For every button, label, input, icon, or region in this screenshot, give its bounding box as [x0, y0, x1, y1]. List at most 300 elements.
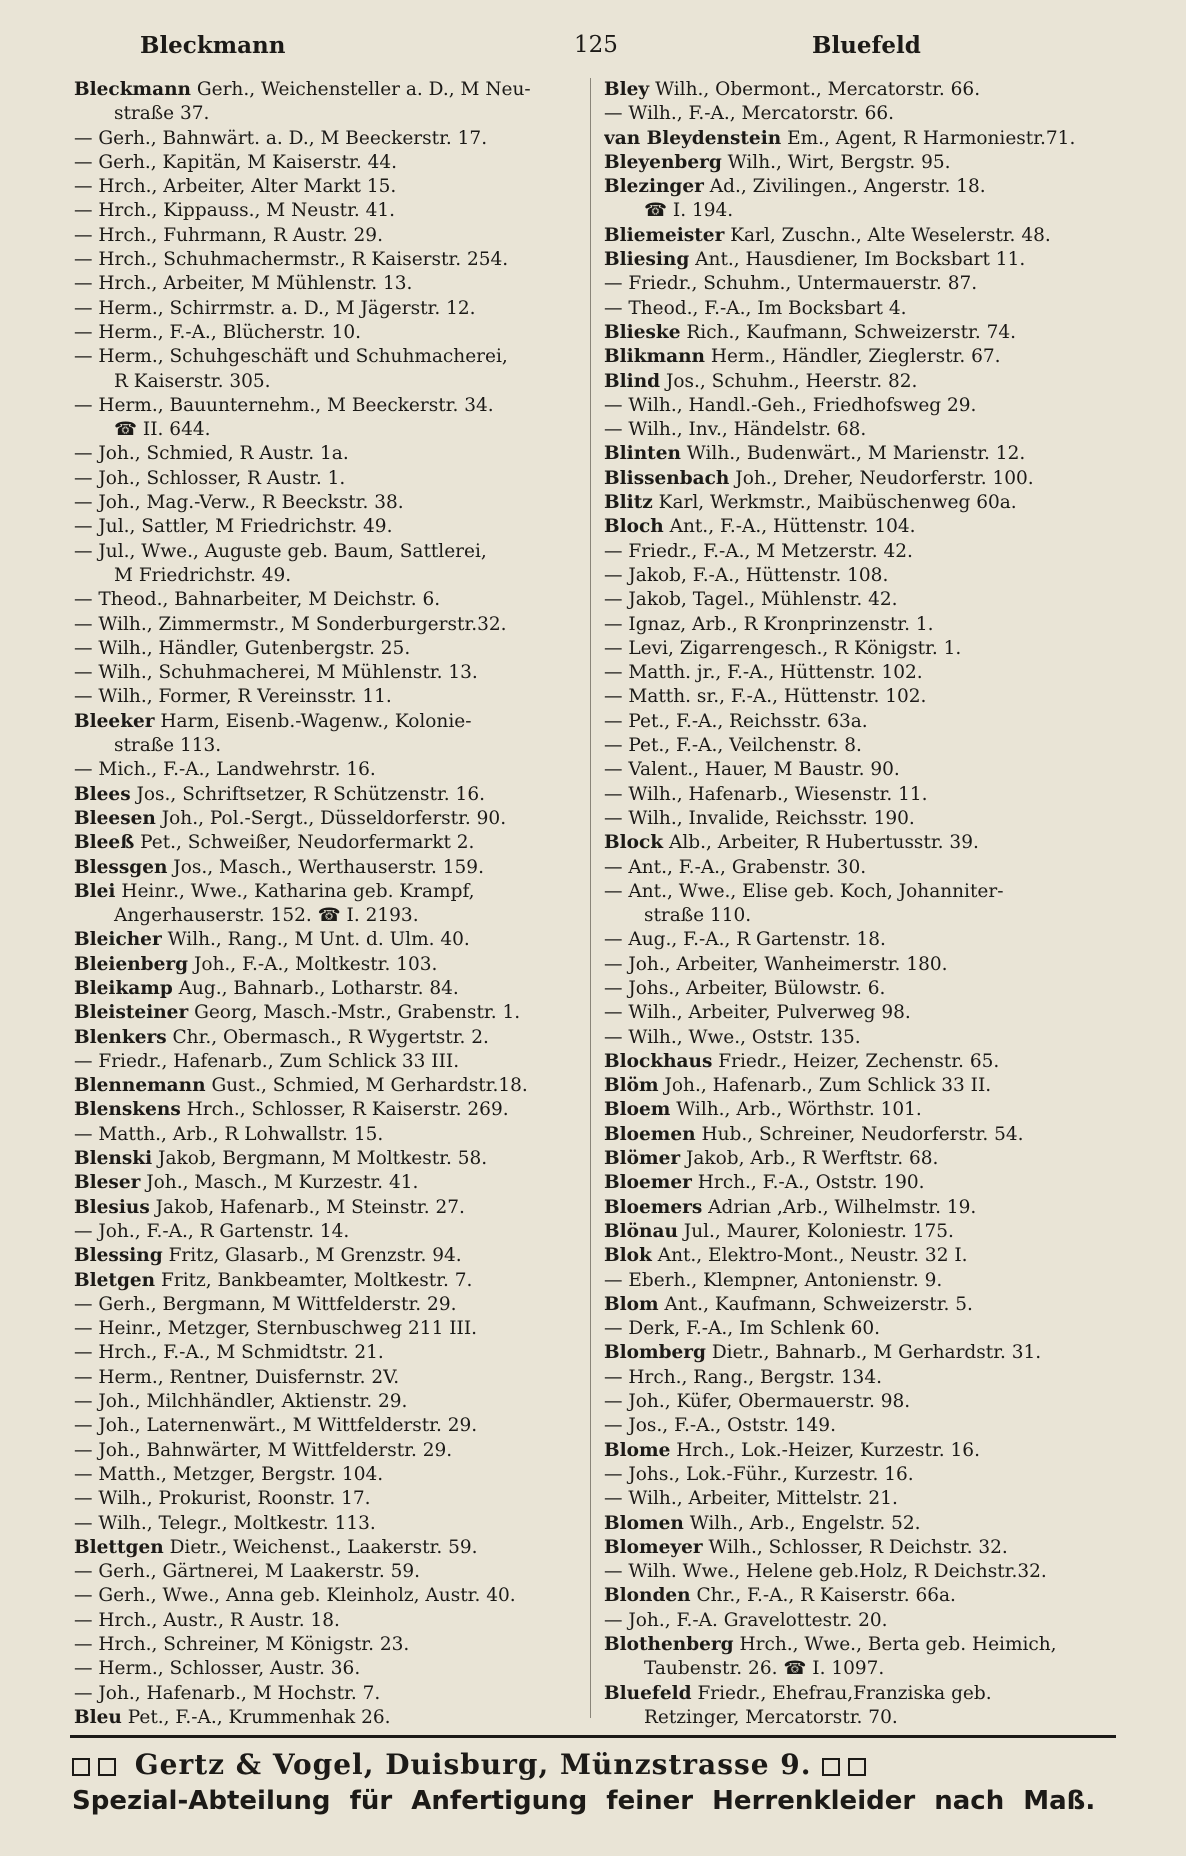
surname: Bluefeld [604, 1682, 692, 1704]
directory-entry-line [604, 345, 1124, 369]
entry-text: — Hrch., Arbeiter, Alter Markt 15. [74, 176, 397, 198]
entry-text: — Hrch., Schuhmachermstr., R Kaiserstr. 254. [74, 249, 509, 271]
surname: Bletgen [74, 1269, 156, 1291]
entry-text: Karl, Werkmstr., Maibüschenweg 60a. [652, 492, 1017, 514]
directory-entry-line [74, 1390, 594, 1414]
entry-text: — Ant., F.-A., Grabenstr. 30. [604, 856, 867, 878]
entry-text: — Gerh., Bergmann, M Wittfelderstr. 29. [74, 1293, 457, 1315]
directory-entry-line [74, 224, 594, 248]
entry-text: Heinr., Wwe., Katharina geb. Krampf, [115, 880, 475, 902]
directory-entry-line [604, 1633, 1124, 1657]
entry-text: Ant., Kaufmann, Schweizerstr. 5. [658, 1293, 973, 1315]
surname: Blind [604, 370, 661, 392]
directory-entry-line [604, 1439, 1124, 1463]
entry-text: — Ant., Wwe., Elise geb. Koch, Johanniter- [604, 880, 1004, 902]
entry-text: — Herm., Schirrmstr. a. D., M Jägerstr. 12. [74, 297, 476, 319]
directory-entry-line [604, 297, 1124, 321]
entry-text: — Matth., Metzger, Bergstr. 104. [74, 1463, 384, 1485]
directory-entry-line [74, 151, 594, 175]
directory-entry-line [74, 1657, 594, 1681]
directory-entry-line [74, 1609, 594, 1633]
entry-text: Joh., Pol.-Sergt., Düsseldorferstr. 90. [155, 807, 507, 829]
directory-entry-line [74, 1220, 594, 1244]
directory-entry-line [74, 904, 594, 928]
directory-entry-line [74, 78, 594, 102]
directory-entry-line [74, 1341, 594, 1365]
directory-entry-line [604, 953, 1124, 977]
directory-entry-line [604, 1147, 1124, 1171]
directory-entry-line [604, 1244, 1124, 1268]
directory-entry-line [74, 272, 594, 296]
entry-text: Rich., Kaufmann, Schweizerstr. 74. [680, 321, 1016, 343]
entry-text: Hrch., Schlosser, R Kaiserstr. 269. [180, 1099, 509, 1121]
entry-text: Pet., F.-A., Krummenhak 26. [121, 1706, 391, 1728]
directory-entry-line [74, 564, 594, 588]
entry-text: Georg, Masch.-Mstr., Grabenstr. 1. [188, 1002, 521, 1024]
directory-entry-line [74, 370, 594, 394]
directory-entry-line [74, 540, 594, 564]
directory-entry-line [74, 637, 594, 661]
directory-entry-line [604, 1171, 1124, 1195]
directory-entry-line [74, 1244, 594, 1268]
directory-entry-line [604, 540, 1124, 564]
surname: Bleu [74, 1706, 122, 1728]
entry-text: Jos., Schriftsetzer, R Schützenstr. 16. [130, 783, 485, 805]
entry-text: Dietr., Weichenst., Laakerstr. 59. [163, 1536, 478, 1558]
directory-entry-line [604, 1390, 1124, 1414]
directory-entry-line [604, 1512, 1124, 1536]
entry-text: — Hrch., F.-A., M Schmidtstr. 21. [74, 1342, 384, 1364]
surname: Bliemeister [604, 224, 725, 246]
directory-entry-line [604, 151, 1124, 175]
directory-entry-line [604, 1584, 1124, 1608]
directory-entry-line [604, 127, 1124, 151]
directory-entry-line [604, 710, 1124, 734]
entry-text: — Hrch., Rang., Bergstr. 134. [604, 1366, 882, 1388]
entry-text: — Wilh., Hafenarb., Wiesenstr. 11. [604, 783, 928, 805]
directory-entry-line [74, 321, 594, 345]
directory-entry-line [604, 1196, 1124, 1220]
entry-text: — Wilh., Wwe., Oststr. 135. [604, 1026, 861, 1048]
entry-text: Friedr., Ehefrau,Franziska geb. [691, 1682, 992, 1704]
entry-text: — Eberh., Klempner, Antonienstr. 9. [604, 1269, 943, 1291]
surname: Bleicher [74, 929, 162, 951]
directory-entry-line [604, 1269, 1124, 1293]
surname: Blenski [74, 1148, 153, 1170]
directory-entry-line [74, 685, 594, 709]
entry-text: — Wilh., Händler, Gutenbergstr. 25. [74, 637, 411, 659]
directory-entry-line [604, 856, 1124, 880]
entry-text: — Jul., Sattler, M Friedrichstr. 49. [74, 516, 393, 538]
directory-entry-line [604, 613, 1124, 637]
surname: Blikmann [604, 346, 705, 368]
directory-entry-line [604, 394, 1124, 418]
directory-entry-line [74, 175, 594, 199]
surname: Bleeß [74, 832, 135, 854]
surname: Blissenbach [604, 467, 730, 489]
surname: Blöm [604, 1075, 659, 1097]
directory-entry-line [604, 928, 1124, 952]
entry-text: — Aug., F.-A., R Gartenstr. 18. [604, 929, 886, 951]
entry-text: Hub., Schreiner, Neudorferstr. 54. [695, 1123, 1024, 1145]
directory-entry-line [604, 248, 1124, 272]
entry-text: Jos., Masch., Werthauserstr. 159. [167, 856, 484, 878]
entry-text: — Matth. jr., F.-A., Hüttenstr. 102. [604, 662, 923, 684]
directory-entry-line [604, 515, 1124, 539]
entry-text: Taubenstr. 26. ☎ I. 1097. [644, 1658, 885, 1680]
entry-text: Gerh., Weichensteller a. D., M Neu- [190, 79, 531, 100]
directory-entry-line [74, 491, 594, 515]
entry-text: Dietr., Bahnarb., M Gerhardstr. 31. [705, 1342, 1042, 1364]
directory-entry-line [74, 1317, 594, 1341]
entry-text: Joh., Dreher, Neudorferstr. 100. [729, 467, 1034, 489]
directory-entry-line [74, 1706, 594, 1730]
directory-entry-line [74, 1487, 594, 1511]
directory-entry-line [74, 807, 594, 831]
entry-text: — Wilh. Wwe., Helene geb.Holz, R Deichstr.32. [604, 1561, 1047, 1583]
entry-text: Hrch., Wwe., Berta geb. Heimich, [733, 1634, 1057, 1655]
directory-entry-line [604, 904, 1124, 928]
entry-text: Jakob, Bergmann, M Moltkestr. 58. [152, 1148, 488, 1170]
directory-entry-line [604, 1098, 1124, 1122]
directory-entry-line [604, 588, 1124, 612]
advertisement-line-2: Spezial-Abteilung für Anfertigung feiner Herrenkleider nach Maß. [72, 1786, 1096, 1816]
directory-entry-line [74, 1536, 594, 1560]
entry-text: — Gerh., Kapitän, M Kaiserstr. 44. [74, 151, 398, 173]
directory-entry-line [74, 831, 594, 855]
surname: Bleser [74, 1172, 141, 1194]
directory-entry-line [604, 977, 1124, 1001]
surname: Block [604, 832, 664, 854]
entry-text: Jos., Schuhm., Heerstr. 82. [660, 370, 918, 392]
surname: Bloemen [604, 1123, 696, 1145]
right-column [604, 78, 1124, 1730]
surname: Blees [74, 783, 131, 805]
advertisement-firm: Gertz & Vogel, Duisburg, Münzstrasse 9. [134, 1748, 812, 1781]
entry-text: — Joh., Arbeiter, Wanheimerstr. 180. [604, 953, 948, 975]
entry-text: Wilh., Rang., M Unt. d. Ulm. 40. [161, 929, 470, 951]
directory-entry-line [604, 370, 1124, 394]
entry-text: — Gerh., Wwe., Anna geb. Kleinholz, Austr. 40. [74, 1585, 516, 1607]
column-divider [590, 78, 591, 1718]
entry-text: — Pet., F.-A., Reichsstr. 63a. [604, 710, 868, 732]
surname: Bloemer [604, 1172, 692, 1194]
left-column [74, 78, 594, 1730]
directory-entry-line [604, 1487, 1124, 1511]
entry-text: — Ignaz, Arb., R Kronprinzenstr. 1. [604, 613, 934, 635]
surname: Blieske [604, 321, 681, 343]
entry-text: — Joh., F.-A., R Gartenstr. 14. [74, 1220, 350, 1242]
directory-entry-line [604, 1341, 1124, 1365]
advertisement-line-1 [72, 1748, 1118, 1781]
directory-entry-line [74, 977, 594, 1001]
entry-text: — Jakob, Tagel., Mühlenstr. 42. [604, 589, 898, 611]
running-header-left: Bleckmann [140, 32, 286, 59]
directory-entry-line [74, 1026, 594, 1050]
entry-text: — Jakob, F.-A., Hüttenstr. 108. [604, 564, 889, 586]
directory-entry-line [604, 685, 1124, 709]
directory-entry-line [74, 1269, 594, 1293]
directory-entry-line [74, 248, 594, 272]
directory-entry-line [604, 491, 1124, 515]
directory-entry-line [74, 613, 594, 637]
entry-text: — Joh., Schlosser, R Austr. 1. [74, 467, 346, 489]
directory-entry-line [604, 661, 1124, 685]
entry-text: Ad., Zivilingen., Angerstr. 18. [703, 176, 986, 198]
entry-text: Fritz, Bankbeamter, Moltkestr. 7. [155, 1269, 473, 1291]
surname: Bloemers [604, 1196, 703, 1218]
entry-text: — Wilh., F.-A., Mercatorstr. 66. [604, 103, 895, 125]
surname: Blonden [604, 1585, 691, 1607]
surname: Bleienberg [74, 953, 189, 975]
surname: Blom [604, 1293, 659, 1315]
surname: Blitz [604, 492, 653, 514]
directory-entry-line [74, 1074, 594, 1098]
directory-entry-line [604, 1026, 1124, 1050]
square-ornament-icon [72, 1758, 90, 1776]
directory-entry-line [74, 783, 594, 807]
directory-entry-line [604, 1050, 1124, 1074]
entry-text: Wilh., Arb., Wörthstr. 101. [670, 1099, 922, 1121]
surname: Bleikamp [74, 977, 173, 999]
entry-text: — Joh., Hafenarb., M Hochstr. 7. [74, 1682, 381, 1704]
entry-text: — Herm., F.-A., Blücherstr. 10. [74, 321, 361, 343]
surname: Bley [604, 79, 650, 100]
surname: Bleeker [74, 710, 155, 732]
entry-text: — Mich., F.-A., Landwehrstr. 16. [74, 759, 376, 781]
directory-entry-line [604, 807, 1124, 831]
directory-entry-line [74, 1439, 594, 1463]
directory-entry-line [604, 1293, 1124, 1317]
entry-text: R Kaiserstr. 305. [114, 370, 271, 392]
entry-text: Chr., F.-A., R Kaiserstr. 66a. [690, 1585, 956, 1607]
entry-text: Aug., Bahnarb., Lotharstr. 84. [172, 977, 459, 999]
entry-text: Retzinger, Mercatorstr. 70. [644, 1706, 898, 1728]
ad-divider [70, 1735, 1116, 1738]
directory-entry-line [74, 199, 594, 223]
directory-entry-line [604, 442, 1124, 466]
entry-text: Jul., Maurer, Koloniestr. 175. [677, 1220, 954, 1242]
surname: Bliesing [604, 249, 690, 271]
entry-text: Hrch., Lok.-Heizer, Kurzestr. 16. [670, 1439, 980, 1461]
directory-entry-line [74, 1050, 594, 1074]
directory-entry-line [74, 1560, 594, 1584]
directory-entry-line [74, 1098, 594, 1122]
entry-text: — Joh., Schmied, R Austr. 1a. [74, 443, 349, 465]
entry-text: Fritz, Glasarb., M Grenzstr. 94. [162, 1245, 462, 1267]
entry-text: — Hrch., Schreiner, M Königstr. 23. [74, 1634, 410, 1655]
surname: Blennemann [74, 1075, 206, 1097]
directory-entry-line [604, 758, 1124, 782]
directory-entry-line [74, 880, 594, 904]
directory-entry-line [604, 1366, 1124, 1390]
entry-text: — Hrch., Austr., R Austr. 18. [74, 1609, 340, 1631]
entry-text: — Gerh., Bahnwärt. a. D., M Beeckerstr. 17. [74, 127, 488, 149]
directory-entry-line [604, 1414, 1124, 1438]
directory-entry-line [604, 783, 1124, 807]
directory-entry-line [604, 880, 1124, 904]
directory-entry-line [74, 856, 594, 880]
surname: Blönau [604, 1220, 678, 1242]
entry-text: — Pet., F.-A., Veilchenstr. 8. [604, 735, 862, 757]
entry-text: Wilh., Arb., Engelstr. 52. [683, 1512, 921, 1534]
entry-text: Adrian ,Arb., Wilhelmstr. 19. [702, 1196, 977, 1218]
directory-entry-line [74, 1196, 594, 1220]
directory-entry-line [74, 1414, 594, 1438]
entry-text: — Wilh., Arbeiter, Mittelstr. 21. [604, 1488, 898, 1510]
directory-entry-line [74, 515, 594, 539]
directory-entry-line [74, 1147, 594, 1171]
directory-entry-line [604, 1220, 1124, 1244]
entry-text: — Joh., Laternenwärt., M Wittfelderstr. 29. [74, 1415, 478, 1437]
entry-text: — Herm., Rentner, Duisfernstr. 2V. [74, 1366, 400, 1388]
directory-entry-line [74, 394, 594, 418]
entry-text: — Herm., Schlosser, Austr. 36. [74, 1658, 361, 1680]
directory-entry-line [74, 953, 594, 977]
entry-text: — Wilh., Zimmermstr., M Sonderburgerstr.32. [74, 613, 507, 635]
entry-text: — Derk, F.-A., Im Schlenk 60. [604, 1318, 881, 1340]
entry-text: Jakob, Arb., R Werftstr. 68. [680, 1148, 939, 1170]
directory-entry-line [74, 661, 594, 685]
entry-text: Wilh., Wirt, Bergstr. 95. [721, 151, 951, 173]
surname: Blockhaus [604, 1050, 713, 1072]
directory-entry-line [74, 102, 594, 126]
directory-entry-line [604, 1657, 1124, 1681]
directory-entry-line [74, 1682, 594, 1706]
entry-text: — Matth., Arb., R Lohwallstr. 15. [74, 1123, 384, 1145]
directory-entry-line [604, 1001, 1124, 1025]
entry-text: — Joh., Bahnwärter, M Wittfelderstr. 29. [74, 1439, 453, 1461]
surname: Bloch [604, 516, 664, 538]
entry-text: — Herm., Schuhgeschäft und Schuhmacherei, [74, 346, 508, 368]
surname: Blomberg [604, 1342, 706, 1364]
entry-text: — Joh., Mag.-Verw., R Beeckstr. 38. [74, 492, 404, 514]
directory-entry-line [604, 637, 1124, 661]
directory-entry-line [74, 1366, 594, 1390]
entry-text: — Joh., Küfer, Obermauerstr. 98. [604, 1391, 911, 1413]
surname: Blenkers [74, 1026, 167, 1048]
entry-text: Karl, Zuschn., Alte Weselerstr. 48. [724, 224, 1051, 246]
entry-text: — Wilh., Invalide, Reichsstr. 190. [604, 807, 915, 829]
surname: Bleesen [74, 807, 156, 829]
entry-text: M Friedrichstr. 49. [114, 564, 292, 586]
entry-text: — Hrch., Arbeiter, M Mühlenstr. 13. [74, 273, 413, 295]
entry-text: straße 113. [114, 735, 222, 757]
entry-text: — Valent., Hauer, M Baustr. 90. [604, 759, 900, 781]
entry-text: Joh., Masch., M Kurzestr. 41. [140, 1172, 419, 1194]
entry-text: Alb., Arbeiter, R Hubertusstr. 39. [663, 832, 979, 854]
surname: Bleckmann [74, 79, 191, 100]
directory-entry-line [74, 928, 594, 952]
running-header-right: Bluefeld [812, 32, 921, 59]
entry-text: — Heinr., Metzger, Sternbuschweg 211 III. [74, 1318, 478, 1340]
surname: Blinten [604, 443, 681, 465]
surname: Blei [74, 880, 116, 902]
entry-text: straße 110. [644, 905, 752, 927]
directory-entry-line [604, 418, 1124, 442]
entry-text: — Johs., Arbeiter, Bülowstr. 6. [604, 977, 886, 999]
entry-text: — Wilh., Telegr., Moltkestr. 113. [74, 1512, 376, 1534]
directory-entry-line [604, 78, 1124, 102]
entry-text: — Friedr., Schuhm., Untermauerstr. 87. [604, 273, 978, 295]
directory-entry-line [604, 1682, 1124, 1706]
directory-entry-line [604, 1074, 1124, 1098]
entry-text: — Hrch., Fuhrmann, R Austr. 29. [74, 224, 383, 246]
square-ornament-icon [848, 1758, 866, 1776]
directory-entry-line [604, 1463, 1124, 1487]
directory-entry-line [74, 1512, 594, 1536]
surname: Blessgen [74, 856, 168, 878]
directory-entry-line [74, 734, 594, 758]
entry-text: Herm., Händler, Zieglerstr. 67. [704, 346, 1001, 368]
directory-entry-line [74, 588, 594, 612]
entry-text: Joh., Hafenarb., Zum Schlick 33 II. [658, 1075, 992, 1097]
directory-entry-line [604, 272, 1124, 296]
page-number: 125 [574, 32, 618, 58]
surname: Blothenberg [604, 1634, 734, 1655]
directory-entry-line [74, 297, 594, 321]
entry-text: Pet., Schweißer, Neudorfermarkt 2. [134, 832, 475, 854]
directory-entry-line [604, 1609, 1124, 1633]
entry-text: — Levi, Zigarrengesch., R Königstr. 1. [604, 637, 962, 659]
surname: Blomen [604, 1512, 684, 1534]
entry-text: Gust., Schmied, M Gerhardstr.18. [205, 1075, 528, 1097]
entry-text: — Friedr., Hafenarb., Zum Schlick 33 III. [74, 1050, 460, 1072]
entry-text: Ant., Hausdiener, Im Bocksbart 11. [689, 249, 1026, 271]
entry-text: Wilh., Obermont., Mercatorstr. 66. [649, 79, 981, 100]
entry-text: — Gerh., Gärtnerei, M Laakerstr. 59. [74, 1561, 421, 1583]
entry-text: — Wilh., Prokurist, Roonstr. 17. [74, 1488, 371, 1510]
surname: van Bleydenstein [604, 127, 782, 149]
entry-text: — Wilh., Arbeiter, Pulverweg 98. [604, 1002, 911, 1024]
entry-text: — Hrch., Kippauss., M Neustr. 41. [74, 200, 396, 222]
entry-text: Angerhauserstr. 152. ☎ I. 2193. [114, 905, 419, 927]
directory-entry-line [604, 1317, 1124, 1341]
entry-text: — Jul., Wwe., Auguste geb. Baum, Sattlerei, [74, 540, 487, 562]
directory-entry-line [74, 127, 594, 151]
surname: Blenskens [74, 1099, 181, 1121]
surname: Blesius [74, 1196, 150, 1218]
directory-entry-line [74, 1001, 594, 1025]
directory-entry-line [74, 1463, 594, 1487]
entry-text: Jakob, Hafenarb., M Steinstr. 27. [149, 1196, 465, 1218]
directory-entry-line [604, 564, 1124, 588]
directory-entry-line [74, 345, 594, 369]
entry-text: Em., Agent, R Harmoniestr.71. [781, 127, 1076, 149]
directory-entry-line [74, 442, 594, 466]
entry-text: ☎ I. 194. [644, 200, 734, 222]
directory-entry-line [74, 467, 594, 491]
surname: Bleisteiner [74, 1002, 189, 1024]
entry-text: Chr., Obermasch., R Wygertstr. 2. [166, 1026, 489, 1048]
directory-entry-line [604, 102, 1124, 126]
directory-entry-line [604, 321, 1124, 345]
square-ornament-icon [822, 1758, 840, 1776]
entry-text: — Herm., Bauunternehm., M Beeckerstr. 34. [74, 394, 494, 416]
directory-entry-line [604, 1706, 1124, 1730]
surname: Blessing [74, 1245, 163, 1267]
entry-text: — Joh., F.-A. Gravelottestr. 20. [604, 1609, 888, 1631]
surname: Blomeyer [604, 1536, 703, 1558]
directory-entry-line [74, 1584, 594, 1608]
surname: Bleyenberg [604, 151, 722, 173]
entry-text: Harm, Eisenb.-Wagenw., Kolonie- [154, 710, 472, 732]
entry-text: Hrch., F.-A., Oststr. 190. [691, 1172, 925, 1194]
entry-text: — Joh., Milchhändler, Aktienstr. 29. [74, 1391, 408, 1413]
directory-entry-line [604, 1123, 1124, 1147]
square-ornament-icon [98, 1758, 116, 1776]
directory-entry-line [74, 1293, 594, 1317]
